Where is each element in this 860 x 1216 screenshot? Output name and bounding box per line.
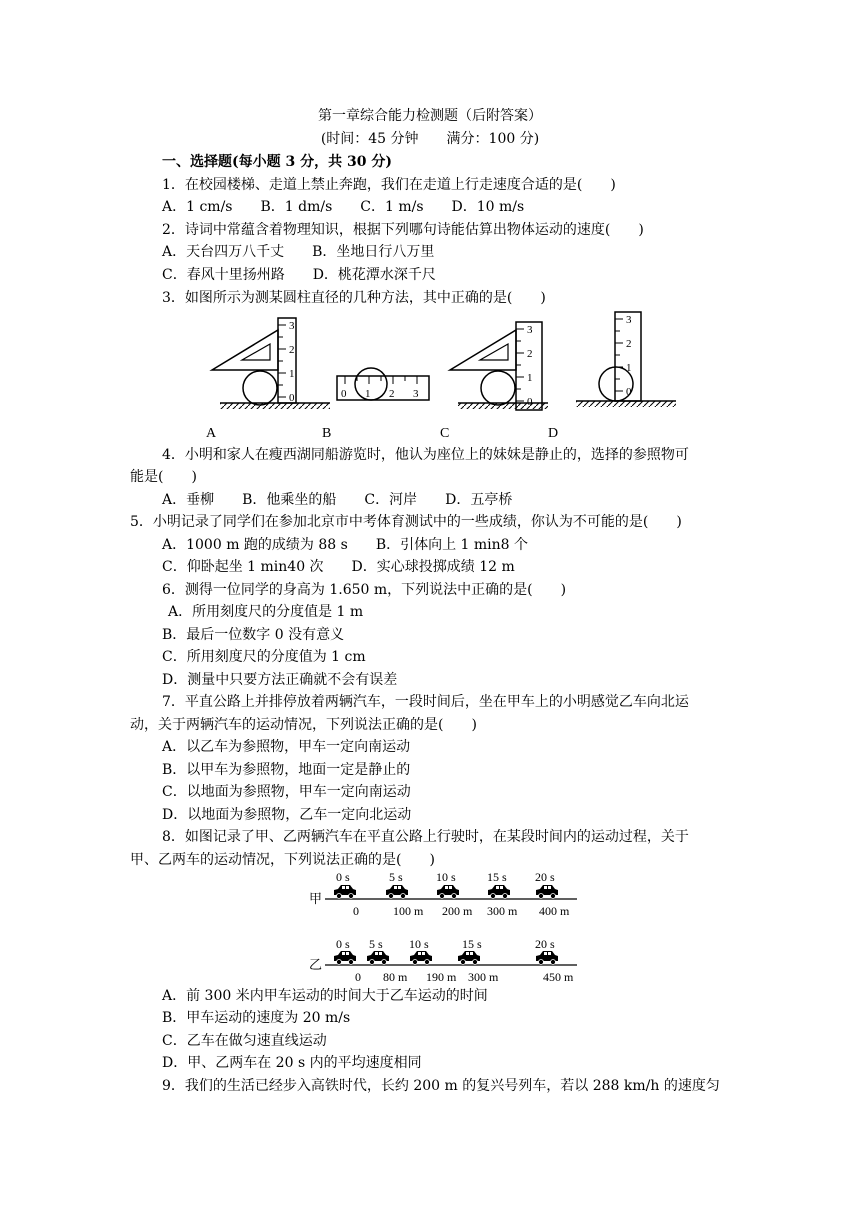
yi-time-1: 5 s bbox=[369, 937, 383, 951]
q2-options-cd: C．春风十里扬州路 D．桃花潭水深千尺 bbox=[162, 267, 436, 283]
figure-b bbox=[322, 368, 429, 440]
jia-dist-0: 0 bbox=[353, 904, 359, 918]
q8-option-b: B．甲车运动的速度为 20 m/s bbox=[162, 1010, 351, 1026]
yi-dist-4: 450 m bbox=[543, 970, 574, 984]
q4-line1: 4．小明和家人在瘦西湖同船游览时，他认为座位上的妹妹是静止的，选择的参照物可 bbox=[162, 447, 689, 463]
ruler-tick: 1 bbox=[527, 372, 533, 384]
jia-dist-4: 400 m bbox=[539, 904, 570, 918]
q1-stem: 1．在校园楼梯、走道上禁止奔跑，我们在走道上行走速度合适的是( ) bbox=[162, 177, 616, 193]
jia-dist-3: 300 m bbox=[487, 904, 518, 918]
figure-a-label: A bbox=[206, 426, 217, 440]
q6-option-b: B．最后一位数字 0 没有意义 bbox=[162, 627, 345, 643]
ruler-tick: 2 bbox=[289, 344, 295, 356]
q1-options: A．1 cm/s B．1 dm/s C．1 m/s D．10 m/s bbox=[162, 199, 525, 215]
ruler-tick: 2 bbox=[527, 348, 533, 360]
q8-option-c: C．乙车在做匀速直线运动 bbox=[162, 1033, 327, 1049]
q6-option-c: C．所用刻度尺的分度值为 1 cm bbox=[162, 649, 366, 665]
q7-line1: 7．平直公路上并排停放着两辆汽车，一段时间后，坐在甲车上的小明感觉乙车向北运 bbox=[162, 694, 689, 710]
q8-line1: 8．如图记录了甲、乙两辆汽车在平直公路上行驶时，在某段时间内的运动过程，关于 bbox=[162, 829, 689, 845]
q8-option-a: A．前 300 米内甲车运动的时间大于乙车运动的时间 bbox=[162, 988, 488, 1004]
yi-time-4: 20 s bbox=[535, 937, 555, 951]
ruler-tick: 2 bbox=[389, 388, 395, 400]
jia-time-2: 10 s bbox=[436, 870, 456, 884]
ruler-tick: 0 bbox=[341, 388, 347, 400]
jia-time-3: 15 s bbox=[487, 870, 507, 884]
q6-option-a: A．所用刻度尺的分度值是 1 m bbox=[168, 604, 364, 620]
yi-time-2: 10 s bbox=[409, 937, 429, 951]
row-jia-cars bbox=[334, 885, 558, 899]
ruler-tick: 1 bbox=[626, 362, 632, 374]
q5-options-ab: A．1000 m 跑的成绩为 88 s B．引体向上 1 min8 个 bbox=[162, 537, 529, 553]
q4-line2: 能是( ) bbox=[130, 469, 197, 485]
jia-time-0: 0 s bbox=[336, 870, 350, 884]
q6-option-d: D．测量中只要方法正确就不会有误差 bbox=[162, 672, 398, 688]
q2-stem: 2．诗词中常蕴含着物理知识，根据下列哪句诗能估算出物体运动的速度( ) bbox=[162, 222, 644, 238]
q2-options-ab: A．天台四万八千丈 B．坐地日行八万里 bbox=[162, 244, 435, 260]
row-yi-cars bbox=[334, 951, 558, 965]
page-subtitle: (时间：45 分钟 满分：100 分) bbox=[320, 131, 540, 147]
figure-a bbox=[206, 318, 330, 440]
ruler-tick: 3 bbox=[527, 324, 533, 336]
yi-dist-3: 300 m bbox=[468, 970, 499, 984]
yi-dist-0: 0 bbox=[355, 970, 361, 984]
ruler-tick: 0 bbox=[626, 386, 632, 398]
jia-dist-2: 200 m bbox=[442, 904, 473, 918]
q7-option-a: A．以乙车为参照物，甲车一定向南运动 bbox=[162, 739, 411, 755]
figure-d bbox=[548, 312, 676, 440]
ruler-tick: 3 bbox=[289, 320, 295, 332]
yi-time-0: 0 s bbox=[336, 937, 350, 951]
figure-b-label: B bbox=[322, 426, 332, 440]
figure-d-label: D bbox=[548, 426, 559, 440]
section-heading: 一、选择题(每小题 3 分，共 30 分) bbox=[162, 154, 392, 170]
q5-stem: 5．小明记录了同学们在参加北京市中考体育测试中的一些成绩，你认为不可能的是( ) bbox=[130, 514, 682, 530]
q8-figure bbox=[305, 868, 585, 984]
ruler-tick: 0 bbox=[289, 392, 295, 404]
q9-line1: 9．我们的生活已经步入高铁时代，长约 200 m 的复兴号列车，若以 288 km/h 的速度匀 bbox=[162, 1078, 720, 1094]
q4-options: A．垂柳 B．他乘坐的船 C．河岸 D．五亭桥 bbox=[162, 492, 513, 508]
figure-c bbox=[440, 322, 548, 440]
ruler-tick: 0 bbox=[527, 396, 533, 408]
q8-option-d: D．甲、乙两车在 20 s 内的平均速度相同 bbox=[162, 1055, 422, 1071]
q7-option-b: B．以甲车为参照物，地面一定是静止的 bbox=[162, 762, 411, 778]
q3-stem: 3．如图所示为测某圆柱直径的几种方法，其中正确的是( ) bbox=[162, 290, 546, 306]
row-yi-label: 乙 bbox=[309, 957, 323, 972]
ruler-tick: 3 bbox=[413, 388, 419, 400]
q7-line2: 动，关于两辆汽车的运动情况，下列说法正确的是( ) bbox=[130, 717, 477, 733]
jia-dist-1: 100 m bbox=[393, 904, 424, 918]
jia-time-4: 20 s bbox=[535, 870, 555, 884]
page-title: 第一章综合能力检测题（后附答案） bbox=[318, 108, 542, 124]
q7-option-c: C．以地面为参照物，甲车一定向南运动 bbox=[162, 784, 411, 800]
yi-time-3: 15 s bbox=[462, 937, 482, 951]
q7-option-d: D．以地面为参照物，乙车一定向北运动 bbox=[162, 807, 412, 823]
q3-figure bbox=[200, 310, 720, 440]
q5-options-cd: C．仰卧起坐 1 min40 次 D．实心球投掷成绩 12 m bbox=[162, 559, 515, 575]
ruler-tick: 1 bbox=[289, 368, 295, 380]
q6-stem: 6．测得一位同学的身高为 1.650 m，下列说法中正确的是( ) bbox=[162, 582, 567, 598]
ruler-tick: 2 bbox=[626, 338, 632, 350]
row-jia-label: 甲 bbox=[309, 891, 323, 906]
ruler-tick: 3 bbox=[626, 314, 632, 326]
figure-c-label: C bbox=[440, 426, 450, 440]
yi-dist-1: 80 m bbox=[383, 970, 408, 984]
ruler-tick: 1 bbox=[365, 388, 371, 400]
jia-time-1: 5 s bbox=[389, 870, 403, 884]
q8-line2: 甲、乙两车的运动情况，下列说法正确的是( ) bbox=[130, 852, 435, 868]
yi-dist-2: 190 m bbox=[426, 970, 457, 984]
